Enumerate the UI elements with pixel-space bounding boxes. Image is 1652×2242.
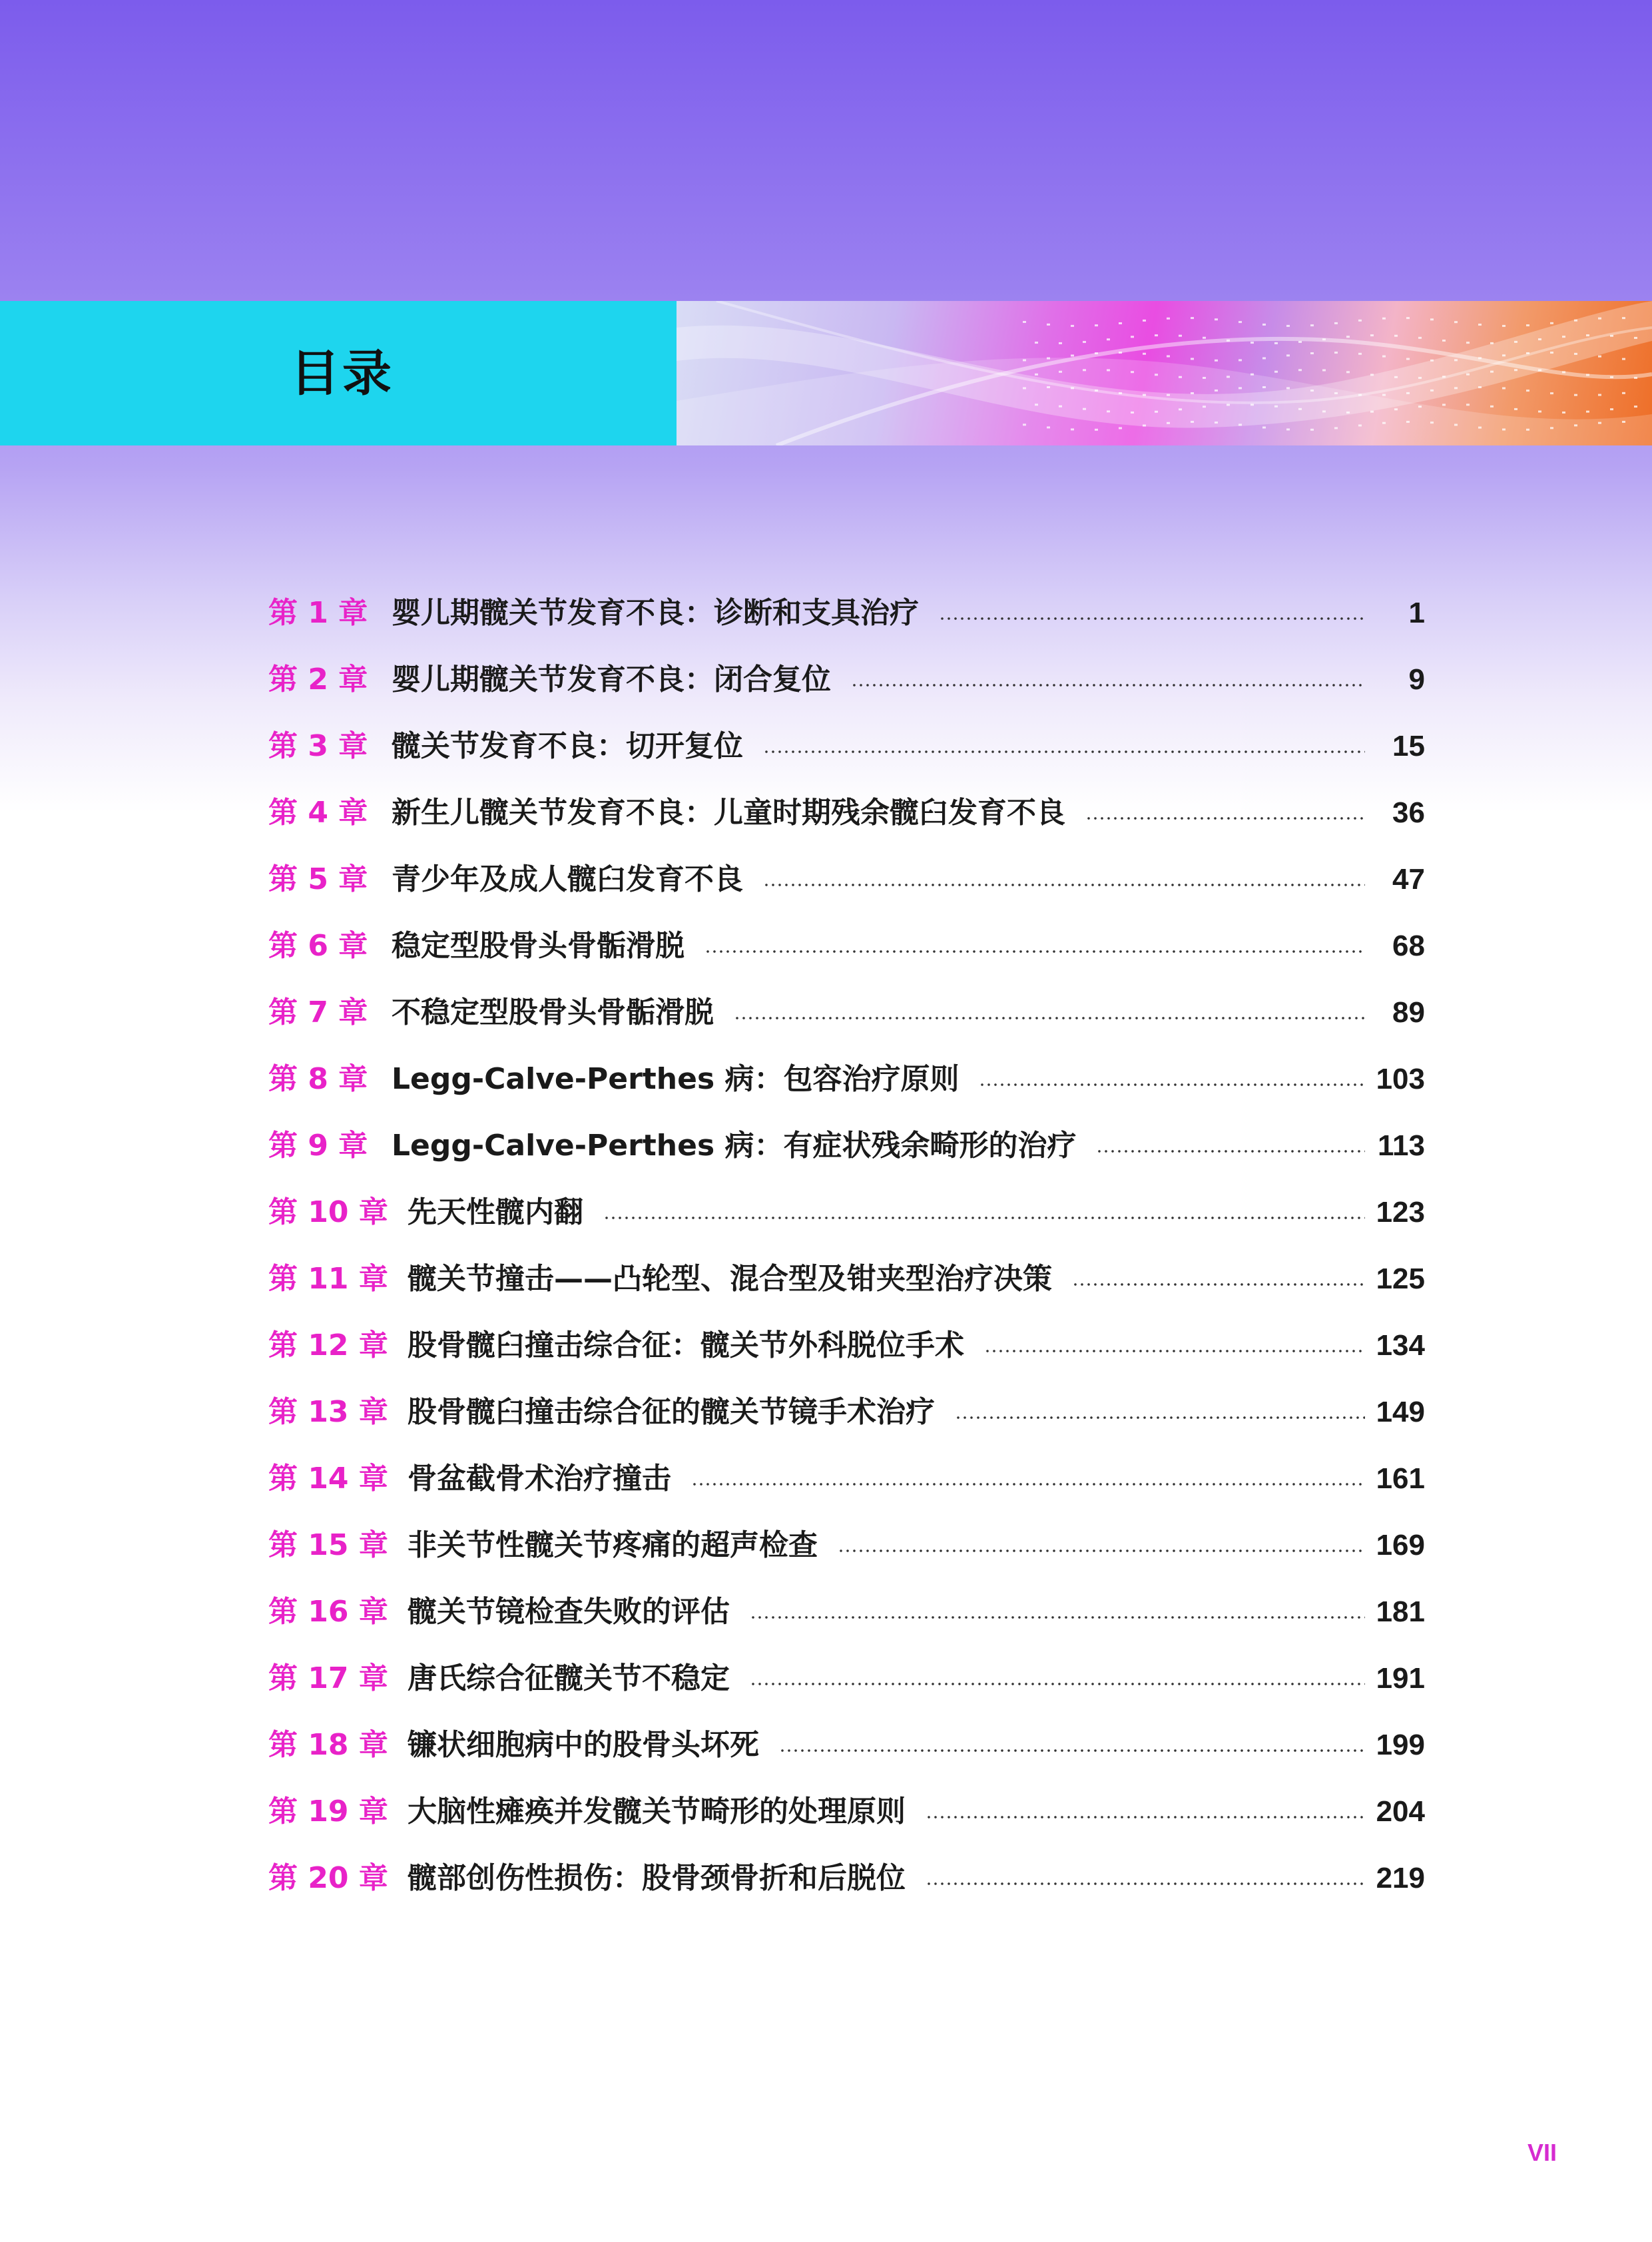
chapter-number: 第 2 章 — [268, 663, 368, 697]
toc-entry[interactable] — [0, 1719, 1652, 1772]
page-number-ref: 149 — [1376, 1396, 1425, 1428]
chapter-title: 先天性髋内翻 — [408, 1195, 583, 1229]
toc-entry[interactable] — [0, 920, 1652, 973]
dot-leader — [750, 1616, 1365, 1619]
toc-entry[interactable] — [0, 1119, 1652, 1173]
chapter-number: 第 17 章 — [268, 1661, 388, 1695]
chapter-title: Legg-Calve-Perthes 病：有症状残余畸形的治疗 — [392, 1129, 1077, 1163]
page-number-ref: 161 — [1376, 1462, 1425, 1495]
chapter-title: 股骨髋臼撞击综合征：髋关节外科脱位手术 — [408, 1328, 964, 1362]
toc-entry[interactable] — [0, 1519, 1652, 1572]
chapter-number: 第 4 章 — [268, 796, 368, 830]
page-number-ref: 1 — [1408, 597, 1425, 629]
dot-leader — [939, 617, 1365, 620]
chapter-title: 髋关节撞击——凸轮型、混合型及钳夹型治疗决策 — [408, 1262, 1052, 1296]
dot-leader — [734, 1017, 1365, 1019]
dot-leader — [1072, 1283, 1365, 1286]
page-number-ref: 123 — [1376, 1196, 1425, 1229]
page-number-ref: 89 — [1392, 996, 1425, 1029]
page-number-ref: 169 — [1376, 1529, 1425, 1561]
toc-entry[interactable] — [0, 1652, 1652, 1705]
toc-entry[interactable] — [0, 986, 1652, 1039]
page-number-ref: 103 — [1376, 1063, 1425, 1095]
chapter-number: 第 6 章 — [268, 929, 368, 963]
page-number-ref: 15 — [1392, 730, 1425, 762]
page-number-ref: 199 — [1376, 1729, 1425, 1761]
dot-leader — [763, 750, 1365, 753]
dot-leader — [926, 1882, 1365, 1885]
toc-entry[interactable] — [0, 786, 1652, 840]
dot-leader — [838, 1549, 1365, 1552]
chapter-number: 第 3 章 — [268, 729, 368, 763]
chapter-title: 不稳定型股骨头骨骺滑脱 — [392, 995, 714, 1029]
chapter-number: 第 20 章 — [268, 1861, 388, 1895]
page-number-ref: 191 — [1376, 1662, 1425, 1695]
chapter-title: 髋部创伤性损伤：股骨颈骨折和后脱位 — [408, 1861, 906, 1895]
chapter-number: 第 13 章 — [268, 1395, 388, 1429]
dot-leader — [763, 884, 1365, 886]
page-number-ref: 36 — [1392, 796, 1425, 829]
dot-leader — [984, 1350, 1365, 1352]
chapter-title: 股骨髋臼撞击综合征的髋关节镜手术治疗 — [408, 1395, 935, 1429]
toc-entry[interactable] — [0, 653, 1652, 706]
chapter-title: 髋关节发育不良：切开复位 — [392, 729, 743, 763]
page-number-ref: 181 — [1376, 1595, 1425, 1628]
chapter-number: 第 19 章 — [268, 1795, 388, 1828]
chapter-title: 骨盆截骨术治疗撞击 — [408, 1462, 671, 1496]
page-number-ref: 113 — [1378, 1129, 1425, 1162]
page-number-ref: 134 — [1376, 1329, 1425, 1362]
page-number-ref: 47 — [1392, 863, 1425, 896]
chapter-title: 新生儿髋关节发育不良：儿童时期残余髋臼发育不良 — [392, 796, 1065, 830]
dot-leader — [979, 1083, 1365, 1086]
chapter-number: 第 9 章 — [268, 1129, 368, 1163]
chapter-title: Legg-Calve-Perthes 病：包容治疗原则 — [392, 1062, 960, 1096]
toc-entry[interactable] — [0, 1452, 1652, 1506]
dot-leader — [926, 1816, 1365, 1819]
page-number-ref: 219 — [1376, 1862, 1425, 1894]
dot-leader — [1085, 817, 1365, 820]
chapter-number: 第 1 章 — [268, 596, 368, 630]
dot-leader — [691, 1483, 1365, 1486]
chapter-number: 第 11 章 — [268, 1262, 388, 1296]
toc-entry[interactable] — [0, 1186, 1652, 1239]
chapter-title: 大脑性瘫痪并发髋关节畸形的处理原则 — [408, 1795, 906, 1828]
chapter-number: 第 18 章 — [268, 1728, 388, 1762]
page-number-ref: 9 — [1408, 663, 1425, 696]
chapter-title: 婴儿期髋关节发育不良：闭合复位 — [392, 663, 831, 697]
page-number-ref: 125 — [1376, 1262, 1425, 1295]
chapter-title: 髋关节镜检查失败的评估 — [408, 1595, 730, 1629]
dot-leader — [955, 1416, 1365, 1419]
chapter-number: 第 16 章 — [268, 1595, 388, 1629]
toc-entry[interactable] — [0, 1386, 1652, 1439]
dot-leader — [603, 1217, 1365, 1219]
toc-entry[interactable] — [0, 587, 1652, 640]
page-title: 目录 — [290, 345, 394, 402]
dot-leader — [750, 1683, 1365, 1685]
page-number-ref: 68 — [1392, 930, 1425, 962]
toc-entry[interactable] — [0, 853, 1652, 906]
dot-leader — [851, 684, 1365, 687]
chapter-title: 青少年及成人髋臼发育不良 — [392, 862, 743, 896]
chapter-number: 第 5 章 — [268, 862, 368, 896]
toc-entry[interactable] — [0, 1785, 1652, 1838]
chapter-number: 第 10 章 — [268, 1195, 388, 1229]
chapter-number: 第 7 章 — [268, 995, 368, 1029]
chapter-number: 第 15 章 — [268, 1528, 388, 1562]
chapter-title: 非关节性髋关节疼痛的超声检查 — [408, 1528, 818, 1562]
toc-entry[interactable] — [0, 1852, 1652, 1905]
page-number: VII — [1527, 2139, 1557, 2166]
chapter-title: 镰状细胞病中的股骨头坏死 — [408, 1728, 759, 1762]
chapter-title: 唐氏综合征髋关节不稳定 — [408, 1661, 730, 1695]
toc-entry[interactable] — [0, 1319, 1652, 1372]
chapter-title: 稳定型股骨头骨骺滑脱 — [392, 929, 685, 963]
page-number-ref: 204 — [1376, 1795, 1425, 1828]
chapter-title: 婴儿期髋关节发育不良：诊断和支具治疗 — [392, 596, 919, 630]
dot-leader — [704, 950, 1365, 953]
dot-leader — [1096, 1150, 1365, 1153]
toc-entry[interactable] — [0, 720, 1652, 773]
chapter-number: 第 14 章 — [268, 1462, 388, 1496]
toc-entry[interactable] — [0, 1053, 1652, 1106]
chapter-number: 第 12 章 — [268, 1328, 388, 1362]
toc-entry[interactable] — [0, 1585, 1652, 1639]
chapter-number: 第 8 章 — [268, 1062, 368, 1096]
toc-entry[interactable] — [0, 1253, 1652, 1306]
dot-leader — [779, 1749, 1365, 1752]
